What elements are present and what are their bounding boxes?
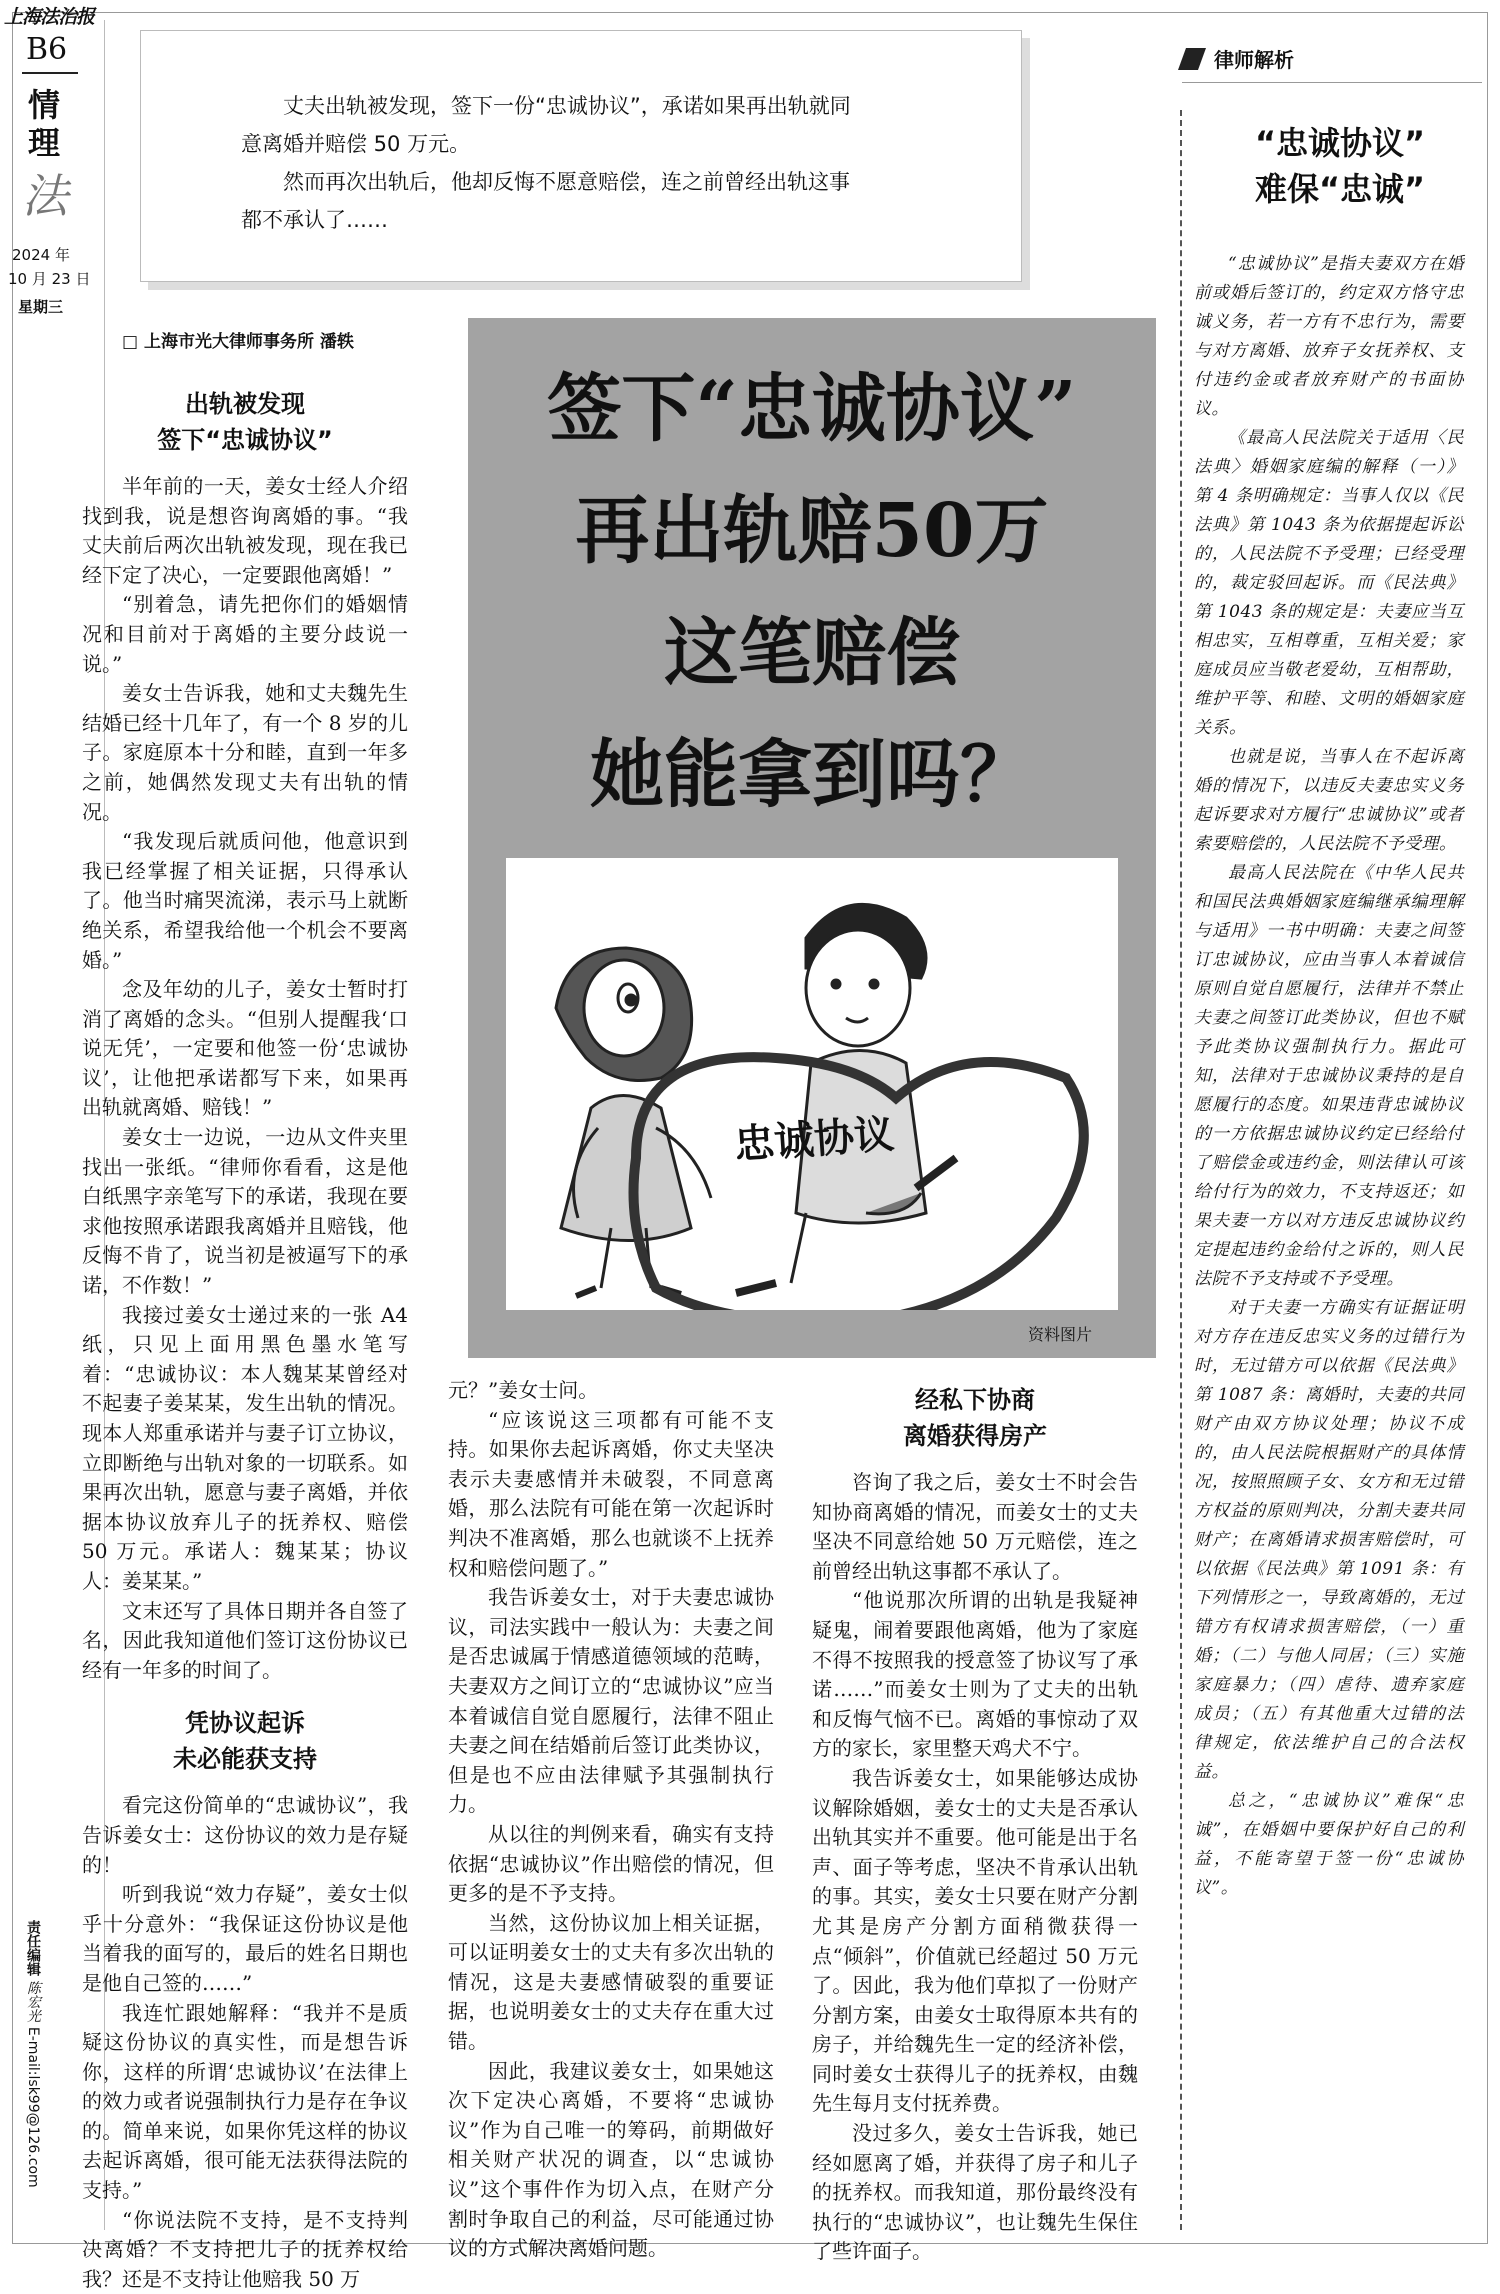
section-heading-3 [812, 1382, 1138, 1454]
section-heading-3-line-2: 离婚获得房产 [903, 1422, 1047, 1450]
rule [22, 72, 78, 74]
section-heading-2-line-1: 凭协议起诉 [185, 1709, 305, 1738]
section-heading-1 [82, 386, 408, 458]
masthead [0, 0, 100, 330]
headline-line-4: 她能拿到吗？ [590, 732, 1034, 818]
page-number: B6 [26, 32, 68, 67]
issue-date: 10 月 23 日 [8, 270, 91, 288]
issue-weekday: 星期三 [18, 298, 64, 316]
paragraph: “应该说这三项都有可能不支持。如果你去起诉离婚，你丈夫坚决表示夫妻感情并未破裂，不同意离婚，那么法院有可能在第一次起诉时判决不准离婚，那么也就谈不上抚养权和赔偿问题了。” [448, 1407, 774, 1580]
paragraph: 没过多久，姜女士告诉我，她已经如愿离了婚，并获得了房子和儿子的抚养权。而我知道，那份最终没有执行的“忠诚协议”，也让魏先生保住了些许面子。 [812, 2121, 1138, 2264]
lede-para-2: 然而再次出轨后，他却反悔不愿意赔偿，连之前曾经出轨这事都不承认了…… [241, 170, 850, 232]
lede-para-1: 丈夫出轨被发现，签下一份“忠诚协议”，承诺如果再出轨就同意离婚并赔偿 50 万元。 [241, 94, 851, 156]
paragraph: “你说法院不支持，是不支持判决离婚？不支持把儿子的抚养权给我？还是不支持让他赔我 50 万 [82, 2207, 408, 2291]
sidebar-tag-label: 律师解析 [1214, 48, 1294, 72]
paragraph: 我连忙跟她解释：“我并不是质疑这份协议的真实性，而是想告诉你，这样的所谓‘忠诚协议’在法律上的效力或者说强制执行力是存在争议的。简单来说，如果你凭这样的协议去起诉离婚，很可能无法获得法院的支持。” [82, 2000, 408, 2203]
paragraph: 半年前的一天，姜女士经人介绍找到我，说是想咨询离婚的事。“我丈夫前后两次出轨被发现，现在我已经下定了决心，一定要跟他离婚！” [82, 474, 408, 587]
section-heading-2-line-2: 未必能获支持 [173, 1745, 317, 1774]
section-char-3: 法 [22, 169, 68, 223]
column-2 [448, 1376, 774, 2264]
paragraph: 咨询了我之后，姜女士不时会告知协商离婚的情况，而姜女士的丈夫坚决不同意给她 50 万元赔偿，连之前曾经出轨这事都不承认了。 [812, 1470, 1138, 1583]
sidebar-paragraph: 最高人民法院在《中华人民共和国民法典婚姻家庭编继承编理解与适用》一书中明确：夫妻之间签订忠诚协议，应由当事人本着诚信原则自觉自愿履行，法律并不禁止夫妻之间签订此类协议，但也不赋予此类协议强制执行力。据此可知，法律对于忠诚协议秉持的是自愿履行的态度。如果违背忠诚协议的一方依据忠诚协议约定已经给付了赔偿金或违约金，则法律认可该给付行为的效力，不支持返还；如果夫妻一方以对方违反忠诚协议约定提起违约金给付之诉的，则人民法院不予支持或不予受理。 [1194, 863, 1464, 1289]
paragraph: “别着急，请先把你们的婚姻情况和目前对于离婚的主要分歧说一说。” [82, 592, 408, 676]
section-heading-1-line-2: 签下“忠诚协议” [157, 426, 333, 454]
editor-label: 责任编辑 [25, 1920, 41, 1976]
woman-figure [556, 948, 711, 1296]
cartoon-illustration [506, 858, 1118, 1310]
editor-credit [2, 1920, 42, 2240]
lede-box [140, 30, 1022, 282]
headline-line-3: 这笔赔偿 [664, 610, 960, 696]
issue-year: 2024 年 [12, 246, 70, 264]
sidebar-paragraph: 总之，“忠诚协议”难保“忠诚”，在婚姻中要保护好自己的利益，不能寄望于签一份“忠诚协议”。 [1194, 1791, 1464, 1898]
sidebar-paragraph: 对于夫妻一方确实有证据证明对方存在违反忠实义务的过错行为时，无过错方可以依据《民法典》第 1087 条：离婚时，夫妻的共同财产由双方协议处理；协议不成的，由人民法院根据财产的具体情况，按照照顾子女、女方和无过错方权益的原则判决，分割夫妻共同财产；在离婚请求损害赔偿时，可以依据《民法典》第 1091 条：有下列情形之一，导致离婚的，无过错方有权请求损害赔偿，（一）重婚；（二）与他人同居；（三）实施家庭暴力；（四）虐待、遗弃家庭成员；（五）有其他重大过错的法律规定，依法维护自己的合法权益。 [1194, 1298, 1464, 1782]
paragraph: 从以往的判例来看，确实有支持依据“忠诚协议”作出赔偿的情况，但更多的是不予支持。 [448, 1821, 774, 1906]
column-3 [812, 1382, 1138, 2267]
paragraph: 当然，这份协议加上相关证据，可以证明姜女士的丈夫有多次出轨的情况，这是夫妻感情破裂的重要证据，也说明姜女士的丈夫存在重大过错。 [448, 1910, 774, 2054]
sidebar-body [1194, 250, 1464, 1903]
sidebar-title-line-2: 难保“忠诚” [1254, 170, 1426, 208]
section-char-2: 理 [28, 124, 61, 162]
lede-text [241, 87, 861, 239]
section-heading-3-line-1: 经私下协商 [915, 1386, 1035, 1414]
section-char-1: 情 [28, 86, 61, 124]
paragraph: 念及年幼的儿子，姜女士暂时打消了离婚的念头。“但别人提醒我‘口说无凭’，一定要和他签一份‘忠诚协议’，让他把承诺都写下来，如果再出轨就离婚、赔钱！” [82, 977, 408, 1120]
paragraph: 我接过姜女士递过来的一张 A4 纸，只见上面用黑色墨水笔写着：“忠诚协议：本人魏某某曾经对不起妻子姜某某，发生出轨的情况。现本人郑重承诺并与妻子订立协议，立即断绝与出轨对象的一切联系。如果再次出轨，愿意与妻子离婚，并依据本协议放弃儿子的抚养权、赔偿 50 万元。承诺人：魏某某；协议人：姜某某。” [82, 1302, 408, 1593]
paragraph: 听到我说“效力存疑”，姜女士似乎十分意外：“我保证这份协议是他当着我的面写的，最后的姓名日期也是他自己签的……” [82, 1882, 408, 1995]
paragraph: 元？”姜女士问。 [448, 1378, 599, 1402]
section-heading-2 [82, 1705, 408, 1777]
paragraph: 姜女士一边说，一边从文件夹里找出一张纸。“律师你看看，这是他白纸黑字亲笔写下的承诺，我现在要求他按照承诺跟我离婚并且赔钱，他反悔不肯了，说当初是被逼写下的承诺，不作数！” [82, 1125, 408, 1298]
paragraph: 看完这份简单的“忠诚协议”，我告诉姜女士：这份协议的效力是存疑的！ [82, 1793, 408, 1877]
sidebar-tag [1182, 40, 1382, 76]
paragraph: 我告诉姜女士，对于夫妻忠诚协议，司法实践中一般认为：夫妻之间是否忠诚属于情感道德领域的范畴，夫妻双方之间订立的“忠诚协议”应当本着诚信自觉自愿履行，法律不阻止夫妻之间在结婚前后签订此类协议，但是也不应由法律赋予其强制执行力。 [448, 1585, 774, 1817]
paragraph: 姜女士告诉我，她和丈夫魏先生结婚已经十几年了，有一个 8 岁的儿子。家庭原本十分和睦，直到一年多之前，她偶然发现丈夫有出轨的情况。 [82, 681, 408, 824]
sidebar-paragraph: 也就是说，当事人在不起诉离婚的情况下，以违反夫妻忠实义务起诉要求对方履行“忠诚协议”或者索要赔偿的，人民法院不予受理。 [1194, 747, 1464, 854]
headline-line-2: 再出轨赔50万 [575, 488, 1049, 574]
paragraph: 因此，我建议姜女士，如果她这次下定决心离婚，不要将“忠诚协议”作为自己唯一的筹码，前期做好相关财产状况的调查，以“忠诚协议”这个事件作为切入点，在财产分割时争取自己的利益，尽可能通过协议的方式解决离婚问题。 [448, 2058, 774, 2261]
editor-email: E-mail:lsk99@126.com [25, 2026, 41, 2188]
illustration-label: 忠诚协议 [732, 1111, 896, 1169]
headline-line-1: 签下“忠诚协议” [547, 366, 1077, 452]
illustration [506, 858, 1118, 1310]
sidebar-divider [1180, 110, 1182, 2230]
byline: □ 上海市光大律师事务所 潘轶 [122, 332, 354, 352]
sidebar-paragraph: “忠诚协议”是指夫妻双方在婚前或婚后签订的，约定双方恪守忠诚义务，若一方有不忠行为，需要与对方离婚、放弃子女抚养权、支付违约金或者放弃财产的书面协议。 [1194, 254, 1464, 419]
sidebar-tag-mark [1178, 48, 1206, 70]
sidebar-title [1200, 120, 1480, 212]
sidebar-paragraph: 《最高人民法院关于适用〈民法典〉婚姻家庭编的解释（一）》第 4 条明确规定：当事人仅以《民法典》第 1043 条为依据提起诉讼的，人民法院不予受理；已经受理的，裁定驳回起诉。而《民法典》第 1043 条的规定是：夫妻应当互相忠实，互相尊重，互相关爱；家庭成员应当敬老爱幼，互相帮助，维护平等、和睦、文明的婚姻家庭关系。 [1194, 428, 1464, 738]
sidebar-tag-rule [1182, 82, 1482, 83]
man-figure [736, 904, 956, 1293]
paragraph: 文末还写了具体日期并各自签了名，因此我知道他们签订这份协议已经有一年多的时间了。 [82, 1598, 408, 1682]
paper-logo: 上海法治报 [4, 6, 95, 28]
column-1 [82, 378, 408, 2294]
photo-credit: 资料图片 [1028, 1325, 1093, 1344]
editor-name: 陈宏光 [25, 1980, 41, 2023]
section-heading-1-line-1: 出轨被发现 [185, 390, 305, 418]
paragraph: 我告诉姜女士，如果能够达成协议解除婚姻，姜女士的丈夫是否承认出轨其实并不重要。他可能是出于名声、面子等考虑，坚决不肯承认出轨的事。其实，姜女士只要在财产分割尤其是房产分割方面稍微获得一点“倾斜”，价值就已经超过 50 万元了。因此，我为他们草拟了一份财产分割方案，由姜女士取得原本共有的房子，并给魏先生一定的经济补偿，同时姜女士获得儿子的抚养权，由魏先生每月支付抚养费。 [812, 1765, 1138, 2116]
sidebar-title-line-1: “忠诚协议” [1254, 124, 1426, 162]
paragraph: “我发现后就质问他，他意识到我已经掌握了相关证据，只得承认了。他当时痛哭流涕，表示马上就断绝关系，希望我给他一个机会不要离婚。” [82, 829, 408, 972]
headline-box [468, 318, 1156, 1358]
paragraph: “他说那次所谓的出轨是我疑神疑鬼，闹着要跟他离婚，他为了家庭不得不按照我的授意签了协议写了承诺……”而姜女士则为了丈夫的出轨和反悔气恼不已。离婚的事惊动了双方的家长，家里整天鸡犬不宁。 [812, 1588, 1138, 1761]
